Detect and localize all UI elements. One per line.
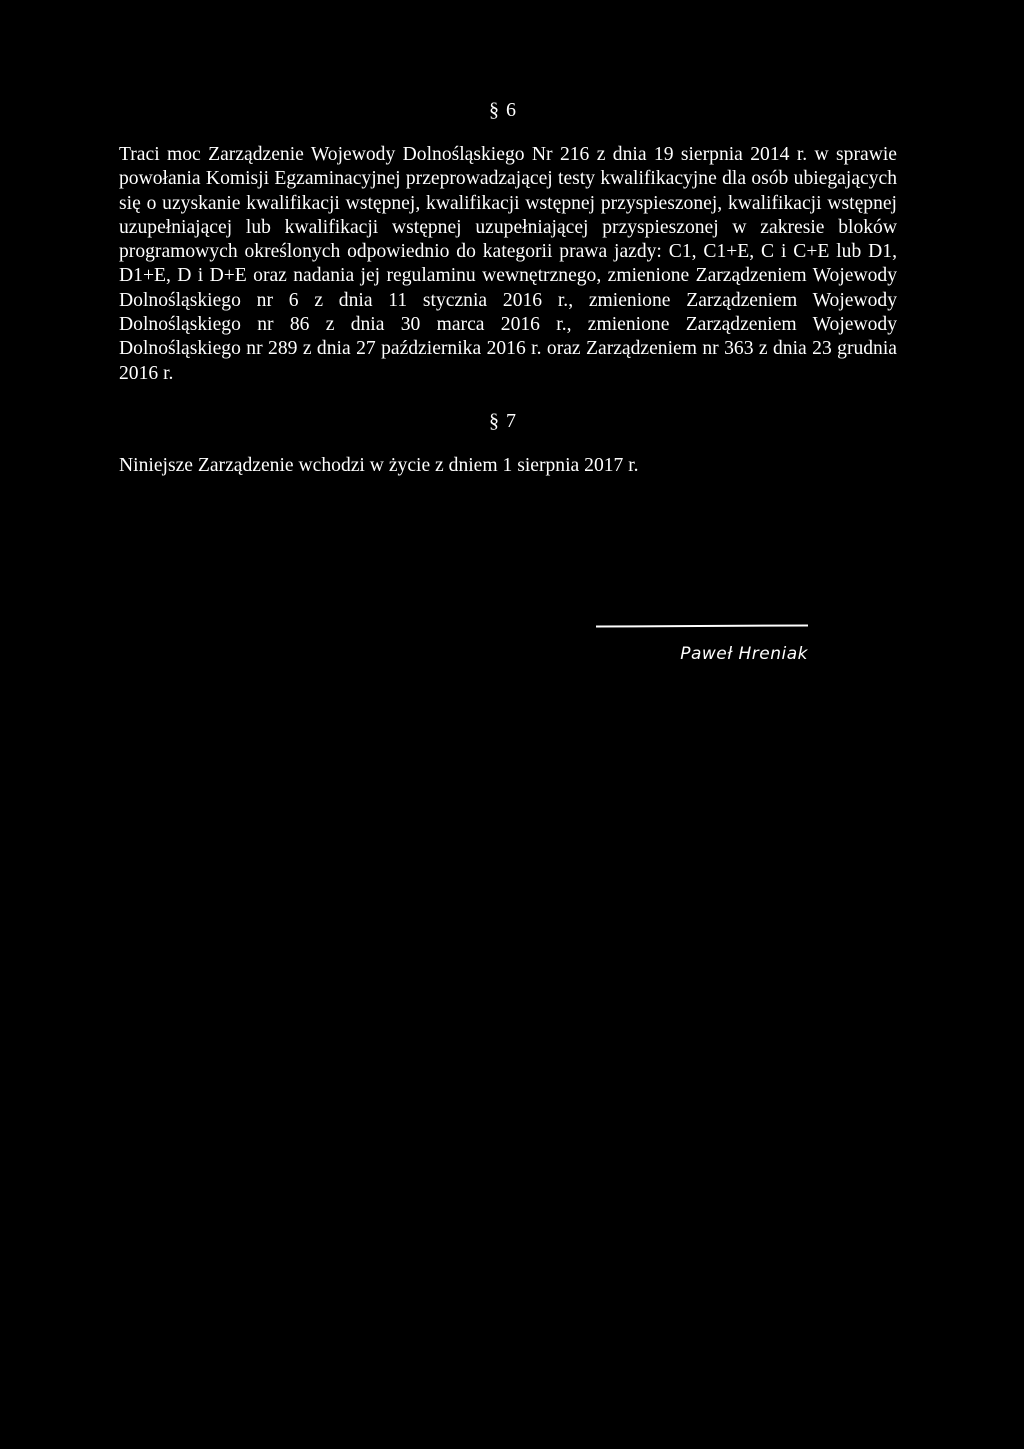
- signature-name: Paweł Hreniak: [680, 644, 808, 664]
- signature-line: [596, 624, 808, 627]
- section-6-paragraph: Traci moc Zarządzenie Wojewody Dolnośląskiego Nr 216 z dnia 19 sierpnia 2014 r. w sprawie powołania Komisji Egzaminacyjnej przeprowadzającej testy kwalifikacyjne dla osób ubiegających się o uzyskanie kwalifikacji wstępnej, kwalifikacji wstępnej przyspieszonej, kwalifikacji wstępnej uzupełniającej lub kwalifikacji wstępnej uzupełniającej przyspieszonej w zakresie bloków programowych określonych odpowiednio do kategorii prawa jazdy: C1, C1+E, C i C+E lub D1, D1+E, D i D+E oraz nadania jej regulaminu wewnętrznego, zmienione Zarządzeniem Wojewody Dolnośląskiego nr 6 z dnia 11 stycznia 2016 r., zmienione Zarządzeniem Wojewody Dolnośląskiego nr 86 z dnia 30 marca 2016 r., zmienione Zarządzeniem Wojewody Dolnośląskiego nr 289 z dnia 27 października 2016 r. oraz Zarządzeniem nr 363 z dnia 23 grudnia 2016 r.: [119, 144, 897, 384]
- section-7-heading: § 7: [489, 410, 517, 432]
- section-7-paragraph: Niniejsze Zarządzenie wchodzi w życie z dniem 1 sierpnia 2017 r.: [119, 455, 639, 476]
- section-6-heading: § 6: [489, 99, 517, 121]
- signature-block: [596, 614, 810, 674]
